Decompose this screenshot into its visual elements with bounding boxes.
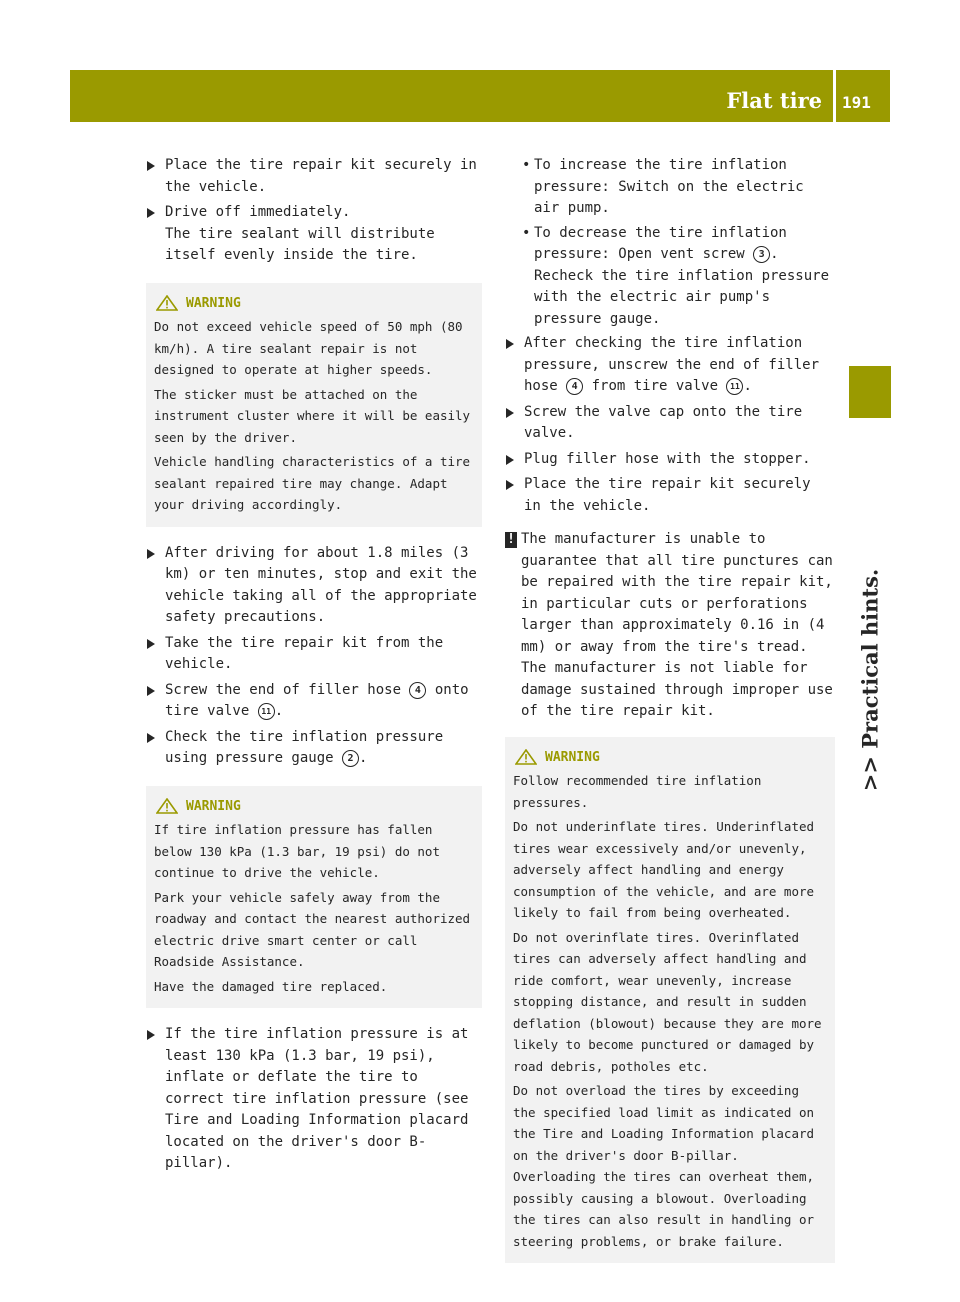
warning-box-inflation	[505, 737, 835, 1264]
warning-text: The sticker must be attached on the instrument cluster where it will be easily seen by the driver.	[154, 386, 471, 445]
step-place-kit: Place the tire repair kit securely in the vehicle.	[146, 155, 482, 198]
right-column	[505, 155, 835, 1263]
warning-box-speed	[146, 283, 482, 527]
step-adjust-pressure: If the tire inflation pressure is at least 130 kPa (1.3 bar, 19 psi), inflate or deflate the tire to correct tire inflation pressure (see Tire and Loading Information placard located on the driver's door B-pillar).	[146, 1024, 482, 1175]
warning-text: Do not underinflate tires. Underinflated tires wear excessively and/or unevenly, adversely affect handling and energy consumption of the vehicle, and are more likely to fail from being overheated.	[513, 819, 815, 920]
warning-triangle-icon	[156, 798, 178, 814]
step-arrow-icon	[147, 549, 155, 559]
warning-text: Do not overload the tires by exceeding the specified load limit as indicated on the Tire and Loading Information placard on the driver's door B-pillar. Overloading the tires can overheat them, possibly causing a blowout. Overloading the tires can also result in handling or steering problems, or brake failure.	[513, 1083, 815, 1249]
warning-text: If tire inflation pressure has fallen below 130 kPa (1.3 bar, 19 psi) do not continue to drive the vehicle.	[154, 822, 440, 880]
step-store-kit: Place the tire repair kit securely in the vehicle.	[505, 474, 835, 517]
step-arrow-icon	[506, 455, 514, 465]
step-arrow-icon	[147, 208, 155, 218]
section-title: Flat tire	[726, 88, 822, 113]
warning-triangle-icon	[156, 295, 178, 311]
step-stop-after-driving: After driving for about 1.8 miles (3 km) or ten minutes, stop and exit the vehicle taking all of the appropriate safety precautions.	[146, 543, 482, 629]
warning-label: WARNING	[186, 798, 241, 814]
step-arrow-icon	[147, 733, 155, 743]
callout-3: 3	[753, 246, 770, 263]
side-chapter-label: >> Practical hints.	[857, 568, 883, 792]
side-tab-marker	[849, 366, 891, 418]
bullet-decrease-pressure: • To decrease the tire inflation pressure: Open vent screw 3 . Recheck the tire inflation pressure with the electric air pump's pressure gauge.	[522, 224, 830, 327]
warning-text: Do not overinflate tires. Overinflated tires can adversely affect handling and ride comfort, wear unevenly, increase stopping distance, and result in sudden deflation (blowout) because they are more likely to become punctured or damaged by road debris, potholes etc.	[513, 929, 822, 1074]
warning-text: Do not exceed vehicle speed of 50 mph (80 km/h). A tire sealant repair is not designed to operate at higher speeds.	[154, 319, 463, 377]
callout-11: 11	[258, 703, 275, 720]
step-arrow-icon	[147, 686, 155, 696]
warning-label: WARNING	[186, 295, 241, 311]
step-arrow-icon	[506, 339, 514, 349]
step-take-kit: Take the tire repair kit from the vehicle.	[146, 633, 482, 676]
bullet-increase-pressure: • To increase the tire inflation pressure: Switch on the electric air pump.	[522, 157, 804, 216]
step-check-pressure: Check the tire inflation pressure using pressure gauge 2 .	[146, 727, 482, 770]
step-plug-hose: Plug filler hose with the stopper.	[505, 449, 835, 471]
step-arrow-icon	[506, 408, 514, 418]
step-drive-off: Drive off immediately. The tire sealant will distribute itself evenly inside the tire.	[146, 202, 482, 267]
warning-text: Follow recommended tire inflation pressures.	[513, 773, 762, 810]
warning-text: Vehicle handling characteristics of a tire sealant repaired tire may change. Adapt your driving accordingly.	[154, 454, 471, 512]
left-column	[146, 155, 482, 1179]
header-divider	[833, 70, 836, 122]
step-arrow-icon	[147, 161, 155, 171]
step-unscrew-hose: After checking the tire inflation pressure, unscrew the end of filler hose 4 from tire valve 11 .	[505, 333, 835, 398]
step-arrow-icon	[506, 480, 514, 490]
warning-box-pressure	[146, 786, 482, 1009]
callout-4: 4	[566, 378, 583, 395]
callout-2: 2	[342, 750, 359, 767]
step-screw-hose: Screw the end of filler hose 4 onto tire valve 11 .	[146, 680, 482, 723]
notice-exclamation-icon: !	[505, 532, 517, 548]
notice-manufacturer	[505, 529, 835, 723]
step-arrow-icon	[147, 1030, 155, 1040]
callout-11: 11	[726, 378, 743, 395]
warning-text: Have the damaged tire replaced.	[154, 978, 388, 994]
warning-text: Park your vehicle safely away from the roadway and contact the nearest authorized electric drive smart center or call Roadside Assistance.	[154, 889, 471, 969]
step-arrow-icon	[147, 639, 155, 649]
callout-4: 4	[409, 682, 426, 699]
warning-triangle-icon	[515, 749, 537, 765]
step-valve-cap: Screw the valve cap onto the tire valve.	[505, 402, 835, 445]
warning-label: WARNING	[545, 749, 600, 765]
page-number: 191	[842, 93, 871, 112]
notice-text: The manufacturer is unable to guarantee that all tire punctures can be repaired with the tire repair kit, in particular cuts or perforations larger than approximately 0.16 in (4 mm) or away from the tire's tread. The manufacturer is not liable for damage sustained through improper use of the tire repair kit.	[521, 531, 833, 719]
